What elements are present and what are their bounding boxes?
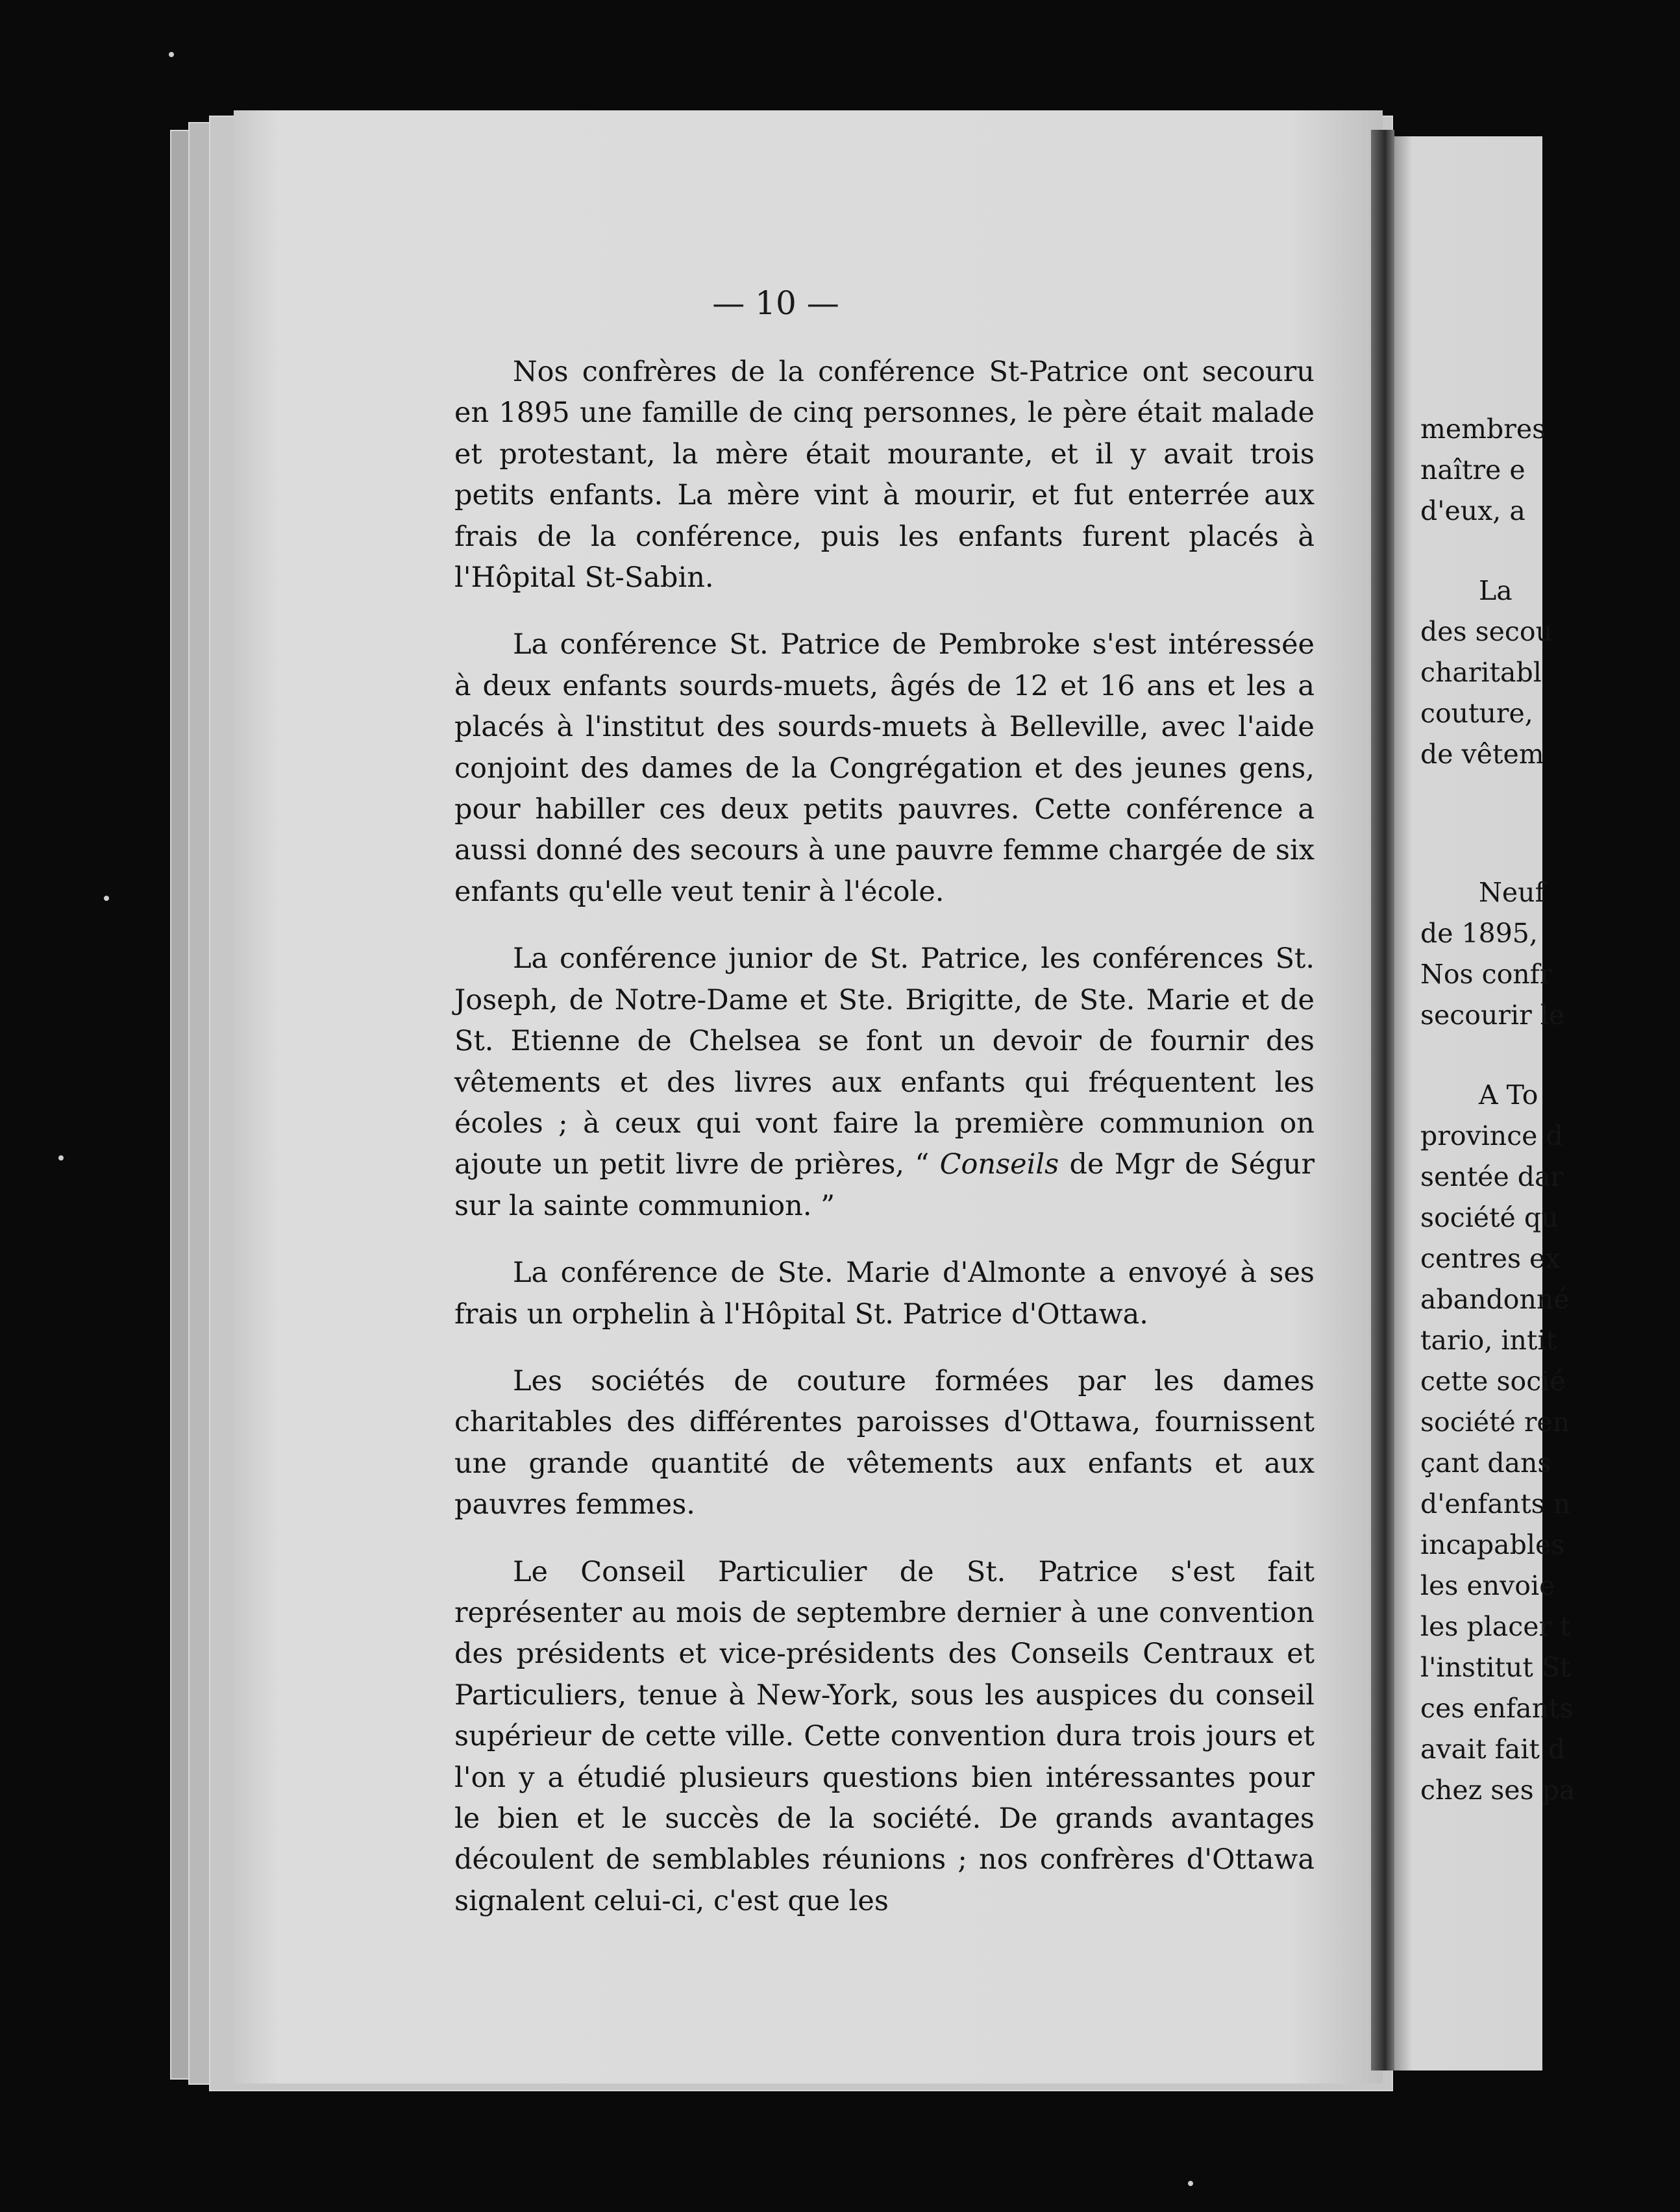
fragment-line: des secou — [1420, 616, 1553, 647]
fragment-line: d'enfants n — [1420, 1488, 1571, 1519]
fragment-line: ces enfants — [1420, 1693, 1574, 1724]
fragment-line: La — [1479, 575, 1513, 606]
fragment-line: sentée dar — [1420, 1161, 1564, 1192]
paragraph-3-text: La conférence junior de St. Patrice, les conférences St. Joseph, de Notre-Dame et Ste. Brigitte, de Ste. Marie et de St. Etienne de Chelsea se font un devoir de fournir des vêtements et des livres aux enfants qui fréquentent les écoles ; à ceux qui vont faire la première communion on ajoute un petit livre de prières, — [454, 942, 1315, 1181]
book-gutter — [1371, 130, 1394, 2071]
dust-speck — [1188, 2181, 1193, 2186]
book-title-conseils: Conseils — [939, 1148, 1059, 1181]
quote-open: “ — [915, 1148, 930, 1181]
fragment-line: Neuf — [1479, 877, 1545, 908]
paragraph-2: La conférence St. Patrice de Pembroke s'est intéressée à deux enfants sourds-muets, âgés de 12 et 16 ans et les a placés à l'institut des sourds-muets à Belleville, avec l'aide conjoint des dames de la Congrégation et des jeunes gens, pour habiller ces deux petits pauvres. Cette conférence a aussi donné des secours à une pauvre femme chargée de six enfants qu'elle veut tenir à l'école. — [454, 628, 1315, 908]
dust-speck — [58, 1155, 64, 1161]
page-number: — 10 — — [712, 284, 839, 322]
fragment-line: les envoie — [1420, 1570, 1555, 1601]
paragraph-5: Les sociétés de couture formées par les dames charitables des différentes paroisses d'Ottawa, fournissent une grande quantité de vêtements aux enfants et aux pauvres femmes. — [454, 1364, 1315, 1521]
paragraph-3 — [454, 939, 1315, 1227]
paragraph-4: La conférence de Ste. Marie d'Almonte a envoyé à ses frais un orphelin à l'Hôpital St. Patrice d'Ottawa. — [454, 1257, 1315, 1331]
fragment-line: abandonné — [1420, 1284, 1570, 1315]
left-page — [234, 110, 1383, 2083]
fragment-line: naître e — [1420, 454, 1526, 485]
fragment-line: province d — [1420, 1120, 1563, 1151]
fragment-line: charitabl — [1420, 657, 1542, 688]
fragment-line: société ren — [1420, 1407, 1570, 1438]
fragment-line: membres — [1420, 413, 1546, 445]
page-body — [454, 352, 1315, 1948]
fragment-line: de vêtem — [1420, 739, 1544, 770]
fragment-line: couture, — [1420, 698, 1533, 729]
paragraph-3-tail: de Mgr de Ségur sur la sainte communion. ” — [454, 1148, 1315, 1222]
dust-speck — [104, 896, 109, 901]
fragment-line: avait fait d — [1420, 1734, 1566, 1765]
fragment-line: tario, intit — [1420, 1325, 1557, 1356]
right-page-partial — [1394, 136, 1575, 2071]
fragment-line: chez ses pa — [1420, 1775, 1575, 1806]
fragment-line: Nos confr — [1420, 959, 1553, 990]
fragment-line: d'eux, a — [1420, 495, 1526, 526]
fragment-line: de 1895, — [1420, 918, 1538, 949]
fragment-line: centres ex — [1420, 1243, 1561, 1274]
fragment-line: les placer t — [1420, 1611, 1571, 1642]
dust-speck — [169, 52, 174, 57]
paragraph-6: Le Conseil Particulier de St. Patrice s'est fait représenter au mois de septembre dernier à une convention des présidents et vice-présidents des Conseils Centraux et Particuliers, tenue à New-York, sous les auspices du conseil supérieur de cette ville. Cette convention dura trois jours et l'on y a étudié plusieurs questions bien intéressantes pour le bien et le succès de la société. De grands avantages découlent de semblables réunions ; nos confrères d'Ottawa signalent celui-ci, c'est que les — [454, 1555, 1315, 1917]
fragment-line: l'institut St — [1420, 1652, 1571, 1683]
fragment-line: société qu — [1420, 1202, 1559, 1233]
fragment-line: incapables — [1420, 1529, 1565, 1560]
fragment-line: cette socié — [1420, 1366, 1566, 1397]
fragment-line: A To — [1479, 1079, 1538, 1111]
fragment-line: secourir le — [1420, 1000, 1565, 1031]
right-page-fragments — [1420, 409, 1680, 1811]
fragment-line: çant dans — [1420, 1447, 1551, 1479]
paragraph-1: Nos confrères de la conférence St-Patrice ont secouru en 1895 une famille de cinq personnes, le père était malade et protestant, la mère était mourante, et il y avait trois petits enfants. La mère vint à mourir, et fut enterrée aux frais de la conférence, puis les enfants furent placés à l'Hôpital St-Sabin. — [454, 356, 1315, 595]
